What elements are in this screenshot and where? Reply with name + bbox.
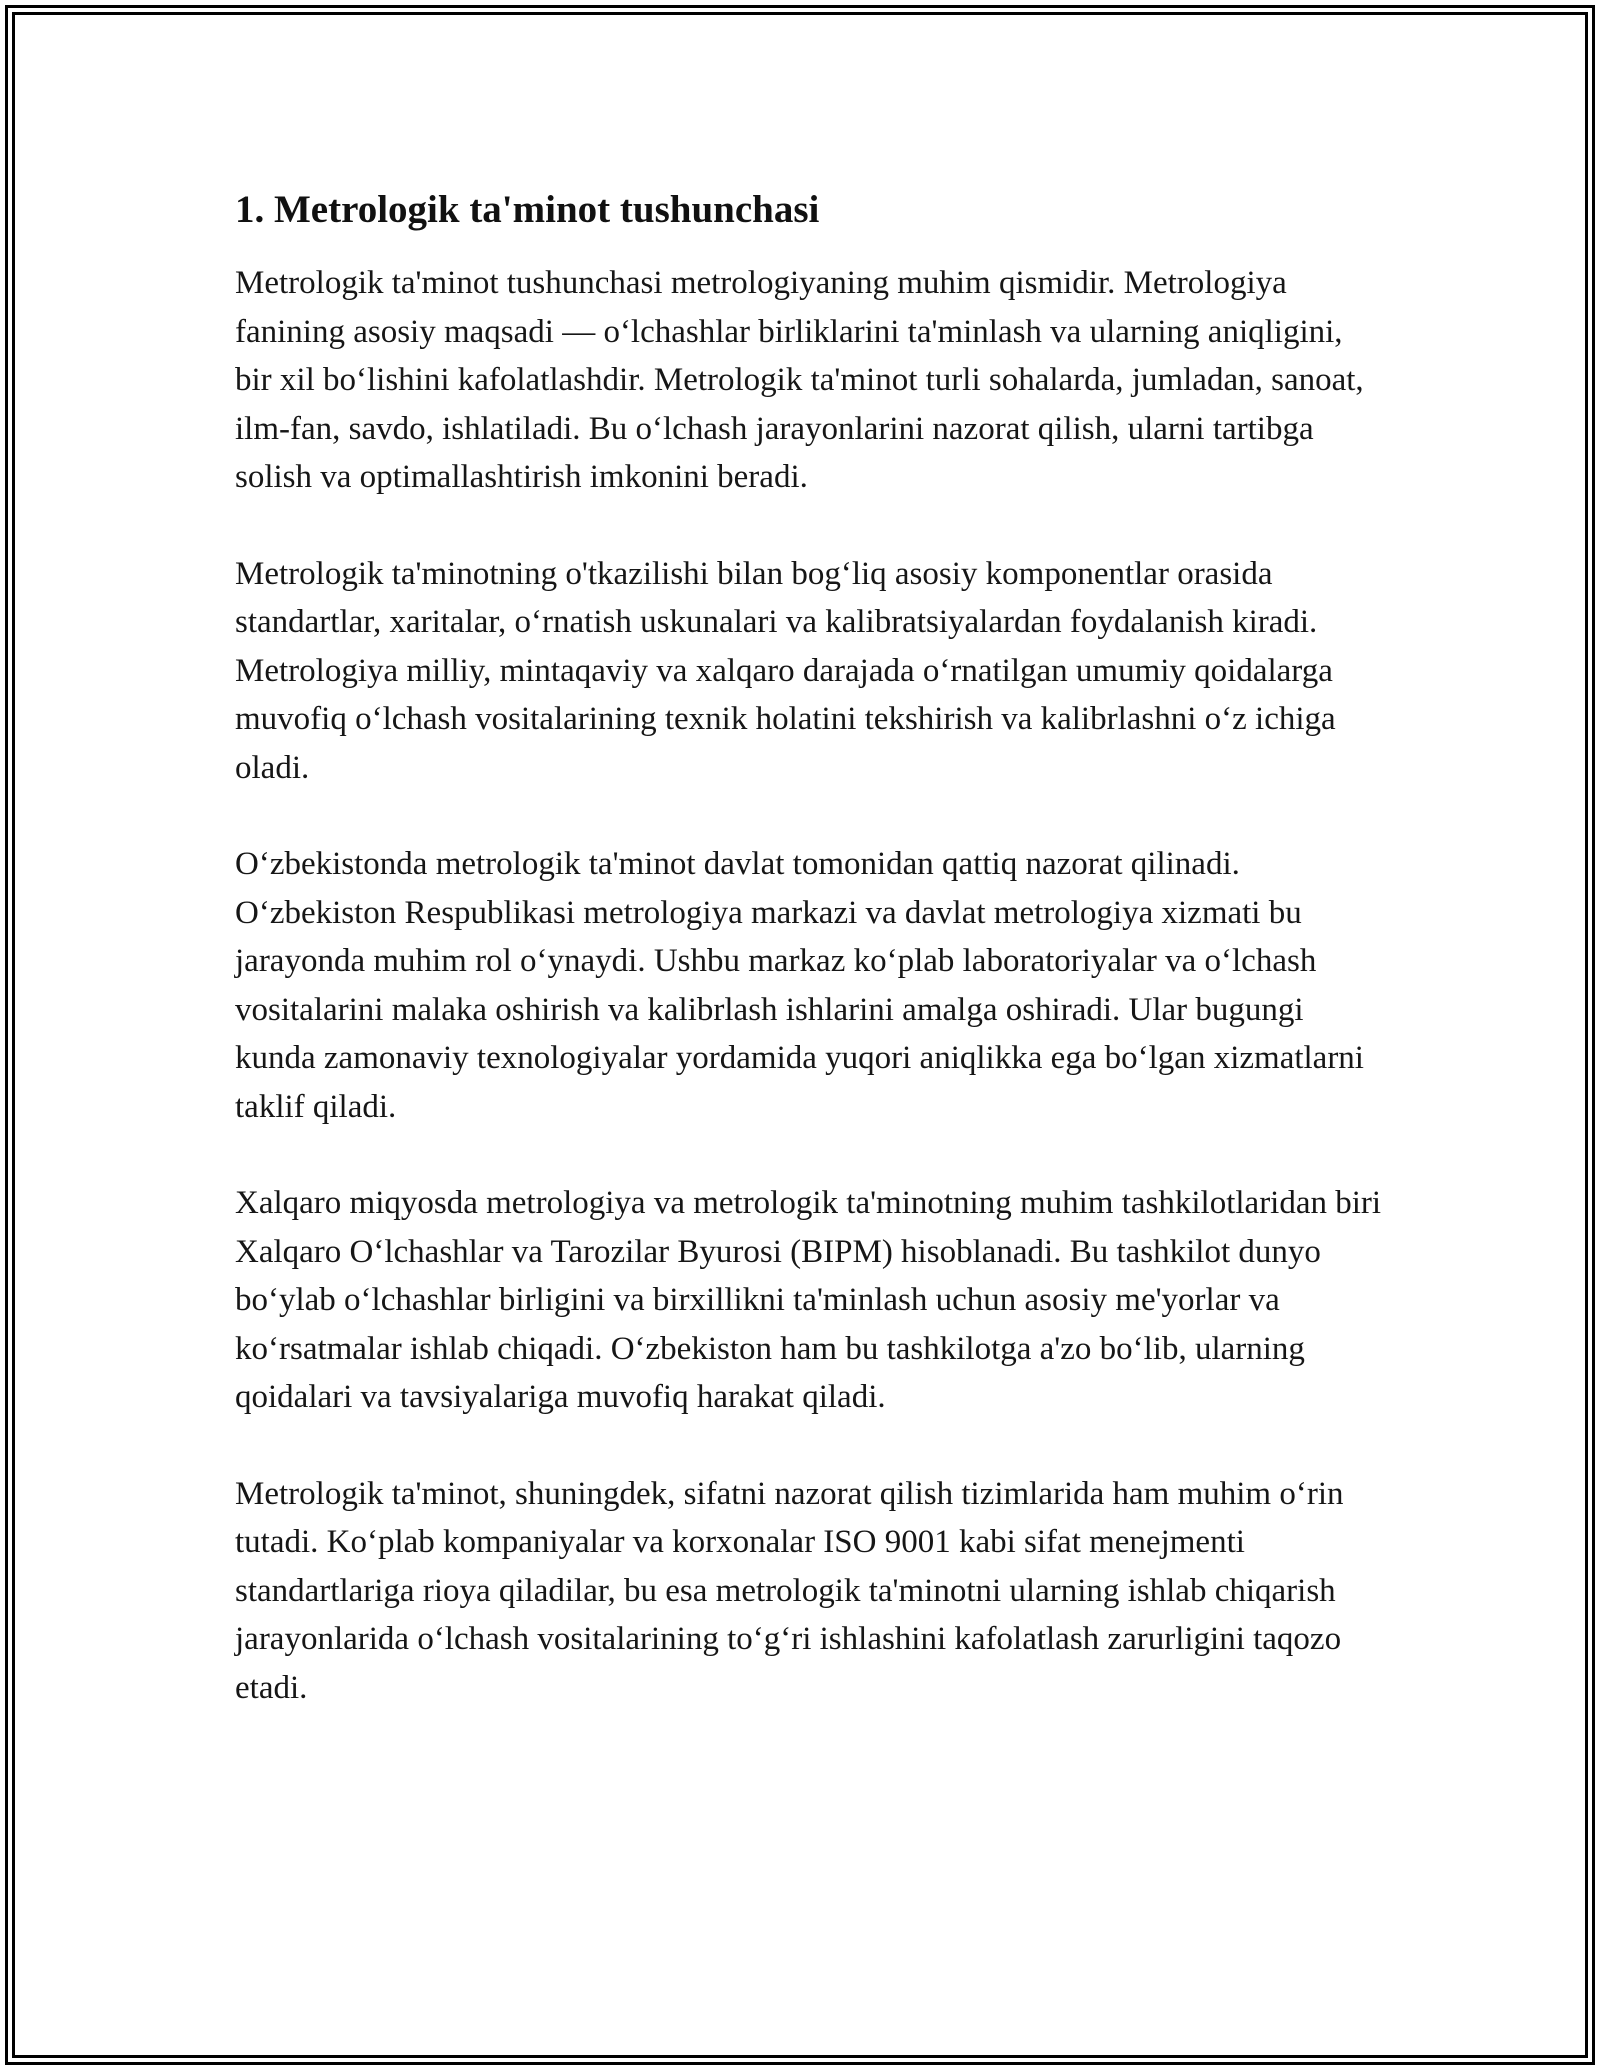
paragraph-4: Xalqaro miqyosda metrologiya va metrologik ta'minotning muhim tashkilotlaridan biri Xalqaro O‘lchashlar va Tarozilar Byurosi (BIPM) hisoblanadi. Bu tashkilot dunyo bo‘ylab o‘lchashlar birligini va birxillikni ta'minlash uchun asosiy me'yorlar va ko‘rsatmalar ishlab chiqadi. O‘zbekiston ham bu tashkilotga a'zo bo‘lib, ularning qoidalari va tavsiyalariga muvofiq harakat qiladi. bbox=[235, 1185, 1382, 1415]
document-body bbox=[235, 185, 1385, 1760]
paragraph-2: Metrologik ta'minotning o'tkazilishi bilan bog‘liq asosiy komponentlar orasida standartlar, xaritalar, o‘rnatish uskunalari va kalibratsiyalardan foydalanish kiradi. Metrologiya milliy, mintaqaviy va xalqaro darajada o‘rnatilgan umumiy qoidalarga muvofiq o‘lchash vositalarining texnik holatini tekshirish va kalibrlashni o‘z ichiga oladi. bbox=[235, 555, 1336, 786]
paragraph-3: O‘zbekistonda metrologik ta'minot davlat tomonidan qattiq nazorat qilinadi. O‘zbekiston Respublikasi metrologiya markazi va davlat metrologiya xizmati bu jarayonda muhim rol o‘ynaydi. Ushbu markaz ko‘plab laboratoriyalar va o‘lchash vositalarini malaka oshirish va kalibrlash ishlarini amalga oshiradi. Ular bugungi kunda zamonaviy texnologiyalar yordamida yuqori aniqlikka ega bo‘lgan xizmatlarni taklif qiladi. bbox=[235, 846, 1364, 1125]
paragraph-1: Metrologik ta'minot tushunchasi metrologiyaning muhim qismidir. Metrologiya fanining asosiy maqsadi — o‘lchashlar birliklarini ta'minlash va ularning aniqligini, bir xil bo‘lishini kafolatlashdir. Metrologik ta'minot turli sohalarda, jumladan, sanoat, ilm-fan, savdo, ishlatiladi. Bu o‘lchash jarayonlarini nazorat qilish, ularni tartibga solish va optimallashtirish imkonini beradi. bbox=[235, 265, 1364, 495]
section-title: 1. Metrologik ta'minot tushunchasi bbox=[235, 188, 820, 231]
paragraph-5: Metrologik ta'minot, shuningdek, sifatni nazorat qilish tizimlarida ham muhim o‘rin tutadi. Ko‘plab kompaniyalar va korxonalar ISO 9001 kabi sifat menejmenti standartlariga rioya qiladilar, bu esa metrologik ta'minotni ularning ishlab chiqarish jarayonlarida o‘lchash vositalarining to‘g‘ri ishlashini kafolatlash zarurligini taqozo etadi. bbox=[235, 1475, 1344, 1706]
